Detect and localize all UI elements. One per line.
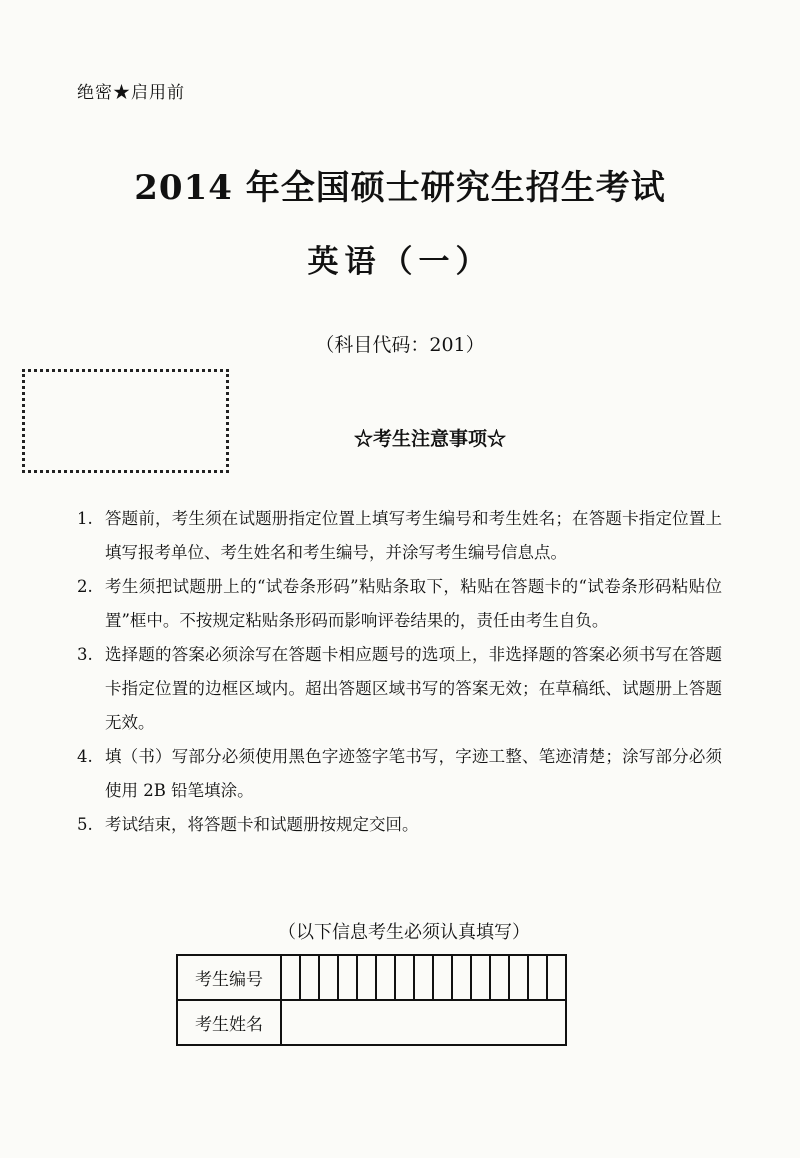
candidate-number-cell[interactable] <box>414 955 433 1000</box>
rule-number: 1. <box>77 509 93 528</box>
candidate-name-row <box>177 1000 566 1045</box>
rule-text: 选择题的答案必须涂写在答题卡相应题号的选项上，非选择题的答案必须书写在答题卡指定位置的边框区域内。超出答题区域书写的答案无效；在草稿纸、试题册上答题无效。 <box>105 645 722 732</box>
rule-text: 答题前，考生须在试题册指定位置上填写考生编号和考生姓名；在答题卡指定位置上填写报考单位、考生姓名和考生编号，并涂写考生编号信息点。 <box>105 509 722 562</box>
candidate-number-cell[interactable] <box>490 955 509 1000</box>
candidate-info-table <box>176 954 567 1046</box>
barcode-sticker-area <box>22 369 229 473</box>
rule-number: 2. <box>77 577 93 596</box>
candidate-number-label: 考生编号 <box>177 955 281 1000</box>
exam-title: 2014 年全国硕士研究生招生考试 <box>134 168 666 208</box>
candidate-number-cell[interactable] <box>395 955 414 1000</box>
rule-item <box>77 638 722 740</box>
rule-item <box>77 570 722 638</box>
subject-code: （科目代码：201） <box>315 334 485 356</box>
rule-text: 考试结束，将答题卡和试题册按规定交回。 <box>105 815 419 834</box>
candidate-name-field[interactable] <box>281 1000 566 1045</box>
info-caption: （以下信息考生必须认真填写） <box>278 922 530 943</box>
rule-item <box>77 502 722 570</box>
confidential-mark: 绝密★启用前 <box>77 83 185 103</box>
candidate-number-cell[interactable] <box>528 955 547 1000</box>
candidate-number-cell[interactable] <box>452 955 471 1000</box>
rule-text: 考生须把试题册上的“试卷条形码”粘贴条取下，粘贴在答题卡的“试卷条形码粘贴位置”框中。不按规定粘贴条形码而影响评卷结果的，责任由考生自负。 <box>105 577 722 630</box>
candidate-number-cell[interactable] <box>319 955 338 1000</box>
rule-number: 3. <box>77 645 93 664</box>
notice-rules <box>77 502 722 842</box>
candidate-number-cell[interactable] <box>509 955 528 1000</box>
candidate-number-cell[interactable] <box>281 955 300 1000</box>
candidate-number-cell[interactable] <box>376 955 395 1000</box>
candidate-name-label: 考生姓名 <box>177 1000 281 1045</box>
rule-text: 填（书）写部分必须使用黑色字迹签字笔书写，字迹工整、笔迹清楚；涂写部分必须使用 2B 铅笔填涂。 <box>105 747 722 800</box>
rule-number: 4. <box>77 747 93 766</box>
rule-item <box>77 740 722 808</box>
candidate-number-row <box>177 955 566 1000</box>
candidate-number-cell[interactable] <box>547 955 566 1000</box>
notice-heading: ☆考生注意事项☆ <box>353 428 506 450</box>
rule-number: 5. <box>77 815 93 834</box>
candidate-number-cell[interactable] <box>338 955 357 1000</box>
candidate-number-cell[interactable] <box>471 955 490 1000</box>
candidate-number-cell[interactable] <box>357 955 376 1000</box>
exam-subject: 英语（一） <box>307 244 493 280</box>
candidate-number-cell[interactable] <box>300 955 319 1000</box>
rule-item <box>77 808 722 842</box>
candidate-number-cell[interactable] <box>433 955 452 1000</box>
